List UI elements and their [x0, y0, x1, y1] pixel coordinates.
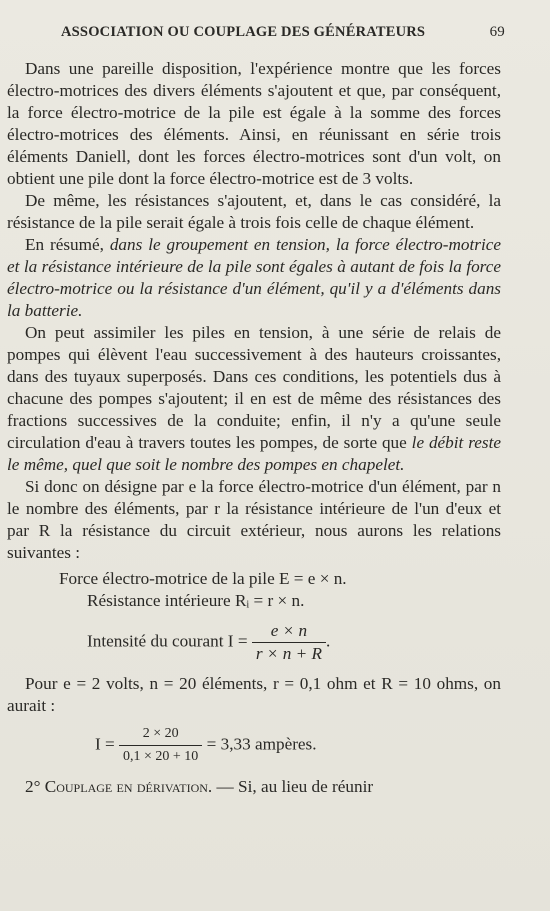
running-header [61, 24, 505, 46]
numeric-label: I = [95, 734, 115, 754]
equation-numeric [95, 723, 501, 768]
summary-italic: dans le groupement en tension, la force électro-motrice et la résistance intérieure de la pile sont égales à autant de fois la force électro-motrice ou la résistance d'un élément, qu'il y a d'éléments dans la batterie. [7, 235, 501, 320]
paragraph-notation: Si donc on désigne par e la force électro-motrice d'un élément, par n le nombre des éléments, par r la résistance intérieure de l'un d'eux et par R la résistance du circuit extérieur, nous aurons les relations suivantes : [7, 477, 501, 562]
section-title: Couplage en dérivation. [44, 777, 213, 796]
paragraph-summary [7, 234, 501, 322]
paragraph-series-emf: Dans une pareille disposition, l'expérience montre que les forces électro-motrices des divers éléments s'ajoutent et que, par conséquent, la force électro-motrice de la pile est égale à la somme des forces électro-motrices des éléments. Ainsi, en réunissant en série trois éléments Daniell, dont les forces électro-motrices sont d'un volt, on obtient une pile dont la force électro-motrice est de 3 volts. [7, 59, 501, 188]
paragraph-series-resistance: De même, les résistances s'ajoutent, et, dans le cas considéré, la résistance de la pile serait égale à trois fois celle de chaque élément. [7, 191, 501, 232]
pump-analogy-italic: le débit reste le même, quel que soit le nombre des pompes en chapelet. [7, 433, 501, 474]
summary-lead: En résumé, [25, 235, 110, 254]
numeric-fraction [119, 723, 202, 768]
intensity-numerator: e × n [252, 620, 326, 643]
page-number: 69 [489, 24, 505, 40]
numeric-numerator: 2 × 20 [119, 723, 202, 746]
section-text: — Si, au lieu de réunir [216, 777, 374, 796]
equation-resistance: Résistance intérieure Rᵢ = r × n. [87, 591, 305, 610]
paragraph-numeric-values: Pour e = 2 volts, n = 20 éléments, r = 0,1 ohm et R = 10 ohms, on aurait : [7, 674, 501, 715]
intensity-label: Intensité du courant I = [87, 631, 248, 651]
intensity-denominator: r × n + R [255, 644, 322, 663]
pump-analogy-text: On peut assimiler les piles en tension, à une série de relais de pompes qui élèvent l'eau successivement à des hauteurs croissantes, dans des tuyaux superposés. Dans ces conditions, les potentiels dus à chacune des pompes s'ajoutent; il en est de même des résistances des fractions successives de la conduite; enfin, il n'y a qu'une seule circulation d'eau à travers toutes les pompes, de sorte que [7, 323, 501, 452]
numeric-result: = 3,33 ampères. [206, 734, 317, 754]
running-title: ASSOCIATION OU COUPLAGE DES GÉNÉRATEURS [61, 24, 426, 40]
section-number: 2° [25, 777, 41, 796]
intensity-end: . [325, 631, 331, 651]
equation-intensity [87, 620, 501, 665]
equation-emf: Force électro-motrice de la pile E = e × n. [59, 569, 347, 588]
paragraph-pump-analogy [7, 322, 501, 476]
intensity-fraction [252, 620, 326, 665]
body-text [7, 58, 501, 798]
numeric-denominator: 0,1 × 20 + 10 [123, 749, 199, 764]
section-heading [7, 776, 501, 798]
